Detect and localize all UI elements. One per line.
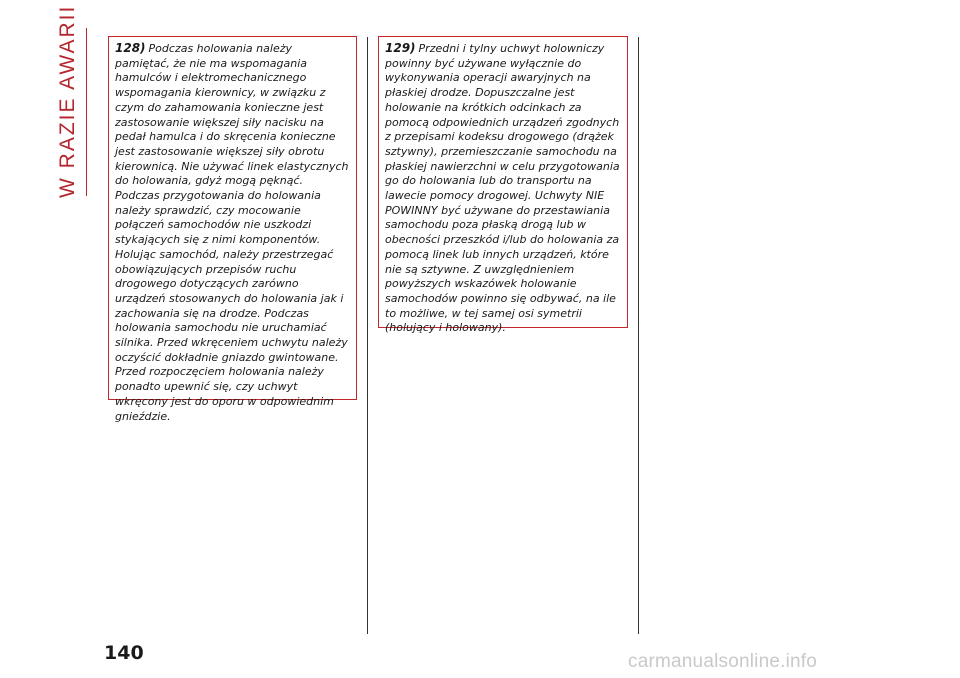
- warning-number: 128): [115, 41, 146, 55]
- section-tab-rule: [86, 28, 87, 196]
- warning-box-128: [108, 36, 357, 423]
- warning-text: Przedni i tylny uchwyt holowniczy powinny być używane wyłącznie do wykonywania operacji awaryjnych na płaskiej drodze. Dopuszczalne jest holowanie na krótkich odcinkach za pomocą odpowiednich urządzeń zgodnych z przepisami kodeksu drogowego (drążek sztywny), przemieszczanie samochodu na płaskiej nawierzchni w celu przygotowania go do holowania lub do transportu na lawecie pomocy drogowej. Uchwyty NIE POWINNY być używane do przestawiania samochodu poza płaską drogą lub w obecności przeszkód i/lub do holowania za pomocą linek lub innych urządzeń, które nie są sztywne. Z uwzględnieniem powyższych wskazówek holowanie samochodów powinno się odbywać, na ile to możliwe, w tej samej osi symetrii (holujący i holowany).: [385, 42, 620, 335]
- section-title: W RAZIE AWARII: [56, 4, 79, 198]
- column-divider-right: [638, 37, 639, 634]
- column-divider-left: [367, 37, 368, 634]
- section-tab: [54, 4, 84, 198]
- page-number: 140: [104, 642, 144, 664]
- warning-text: Podczas holowania należy pamiętać, że nie ma wspomagania hamulców i elektromechanicznego wspomagania kierownicy, w związku z czym do zahamowania konieczne jest zastosowanie większej siły nacisku na pedał hamulca i do skręcenia konieczne jest zastosowanie większej siły obrotu kierownicą. Nie używać linek elastycznych do holowania, gdyż mogą pęknąć. Podczas przygotowania do holowania należy sprawdzić, czy mocowanie połączeń samochodów nie uszkodzi stykających się z nimi komponentów. Holując samochód, należy przestrzegać obowiązujących przepisów ruchu drogowego dotyczących zarówno urządzeń stosowanych do holowania jak i zachowania się na drodze. Podczas holowania samochodu nie uruchamiać silnika. Przed wkręceniem uchwytu należy oczyścić dokładnie gniazdo gwintowane. Przed rozpoczęciem holowania należy ponadto upewnić się, czy uchwyt wkręcony jest do oporu w odpowiednim gnieździe.: [115, 42, 349, 423]
- warning-paragraph: [115, 41, 350, 424]
- warning-paragraph: [385, 41, 621, 336]
- watermark: carmanualsonline.info: [628, 651, 818, 672]
- warning-number: 129): [385, 41, 416, 55]
- warning-box-129: [378, 36, 628, 335]
